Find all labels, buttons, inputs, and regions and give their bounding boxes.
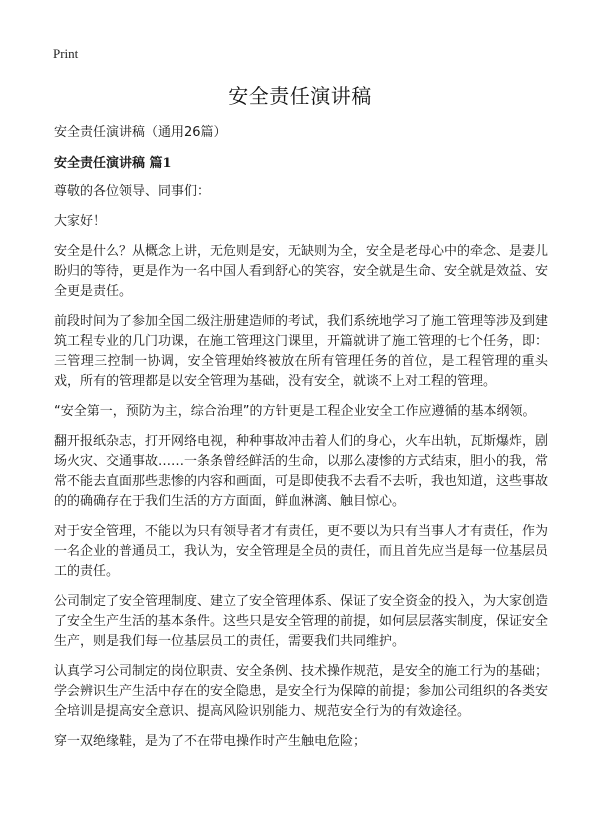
paragraph: 翻开报纸杂志，打开网络电视，种种事故冲击着人们的身心，火车出轨，瓦斯爆炸，剧场火灾、交通事故……一条条曾经鲜活的生命，以那么凄惨的方式结束，胆小的我，常常不能去直面那些悲惨的内容和画面，可是即使我不去看不去听，我也知道，这些事故的的确确存在于我们生活的方方面面，鲜血淋漓、触目惊心。 [54, 434, 549, 509]
document-body [54, 182, 548, 762]
document-subtitle: 安全责任演讲稿（通用26篇） [54, 125, 227, 140]
print-link[interactable]: Print [53, 46, 79, 61]
paragraph: “安全第一，预防为主，综合治理”的方针更是工程企业安全工作应遵循的基本纲领。 [54, 404, 536, 419]
paragraph: 对于安全管理，不能以为只有领导者才有责任，更不要以为只有当事人才有责任，作为一名企业的普通员工，我认为，安全管理是全员的责任，而且首先应当是每一位基层员工的责任。 [54, 524, 549, 579]
paragraph: 穿一双绝缘鞋，是为了不在带电操作时产生触电危险； [54, 734, 367, 749]
section-heading: 安全责任演讲稿 篇1 [54, 156, 172, 171]
paragraph: 认真学习公司制定的岗位职责、安全条例、技术操作规范，是安全的施工行为的基础；学会辨识生产生活中存在的安全隐患，是安全行为保障的前提；参加公司组织的各类安全培训是提高安全意识、提高风险识别能力、规范安全行为的有效途径。 [54, 664, 549, 719]
paragraph-greeting: 大家好！ [54, 214, 107, 229]
paragraph: 公司制定了安全管理制度、建立了安全管理体系、保证了安全资金的投入，为大家创造了安全生产生活的基本条件。这些只是安全管理的前提，如何层层落实制度，保证安全生产，则是我们每一位基层员工的责任，需要我们共同维护。 [54, 594, 549, 649]
paragraph: 前段时间为了参加全国二级注册建造师的考试，我们系统地学习了施工管理等涉及到建筑工程专业的几门功课，在施工管理这门课里，开篇就讲了施工管理的七个任务，即：三管理三控制一协调，安全管理始终被放在所有管理任务的首位，是工程管理的重头戏，所有的管理都是以安全管理为基础，没有安全，就谈不上对工程的管理。 [54, 314, 549, 389]
paragraph: 安全是什么？从概念上讲，无危则是安，无缺则为全，安全是老母心中的牵念、是妻儿盼归的等待，更是作为一名中国人看到舒心的笑容，安全就是生命、安全就是效益、安全更是责任。 [54, 244, 549, 299]
paragraph-salutation: 尊敬的各位领导、同事们： [54, 184, 211, 199]
page-title: 安全责任演讲稿 [228, 84, 372, 108]
